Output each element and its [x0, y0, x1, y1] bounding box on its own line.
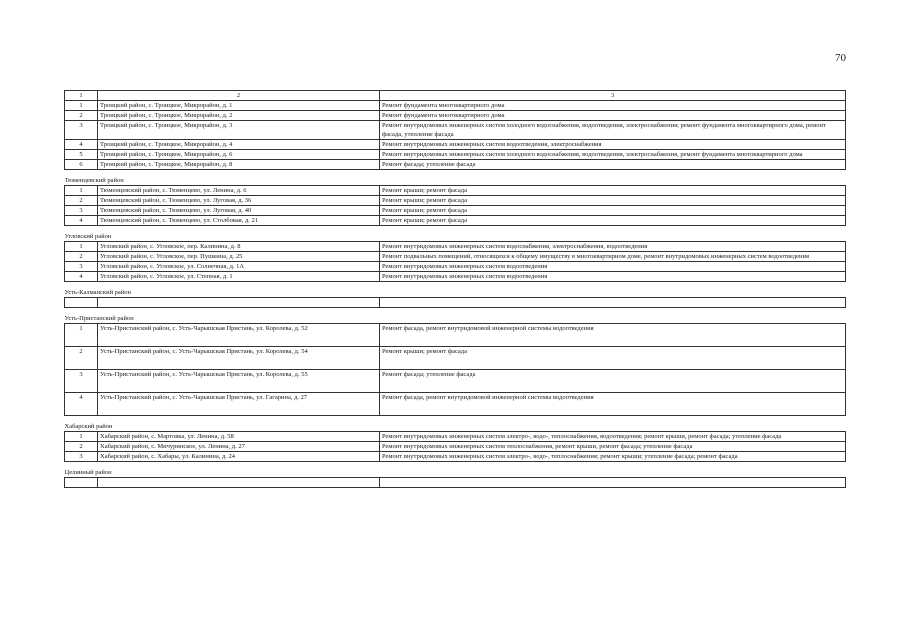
empty-cell [380, 298, 846, 308]
row-address: Троицкий район, с. Троицкое, Микрорайон, д. 1 [98, 101, 380, 111]
table-row [65, 140, 846, 150]
district-title: Тюменцевский район [65, 170, 846, 186]
row-work-type: Ремонт фасада; утепление фасада [380, 160, 846, 170]
district-title: Усть-Пристанский район [65, 308, 846, 324]
row-address: Хабарский район, с. Мартовка, ул. Ленина, д. 58 [98, 432, 380, 442]
table-row [65, 121, 846, 140]
row-work-type: Ремонт внутридомовых инженерных систем холодного водоснабжения, водоотведения, электроснабжения, ремонт фундамента многоквартирного дома [380, 150, 846, 160]
row-number: 4 [65, 393, 98, 416]
row-number: 5 [65, 150, 98, 160]
district-header-row [65, 282, 846, 298]
table-row [65, 111, 846, 121]
table-header-row [65, 91, 846, 101]
row-address: Троицкий район, с. Троицкое, Микрорайон, д. 2 [98, 111, 380, 121]
row-number: 3 [65, 262, 98, 272]
row-address: Троицкий район, с. Троицкое, Микрорайон, д. 6 [98, 150, 380, 160]
table-row [65, 272, 846, 282]
row-address: Троицкий район, с. Троицкое, Микрорайон, д. 4 [98, 140, 380, 150]
empty-row [65, 298, 846, 308]
empty-cell [98, 298, 380, 308]
row-work-type: Ремонт крыши; ремонт фасада [380, 216, 846, 226]
row-number: 1 [65, 101, 98, 111]
table-row [65, 393, 846, 416]
row-work-type: Ремонт крыши; ремонт фасада [380, 206, 846, 216]
row-number: 3 [65, 370, 98, 393]
district-header-row [65, 462, 846, 478]
row-number: 4 [65, 272, 98, 282]
row-work-type: Ремонт внутридомовых инженерных систем электро-, водо-, теплоснабжения, водоотведения; ремонт крыши, ремонт фасада; утепление фасада [380, 432, 846, 442]
row-address: Усть-Пристанский район, с. Усть-Чарышская Пристань, ул. Королева, д. 55 [98, 370, 380, 393]
row-number: 3 [65, 452, 98, 462]
row-number: 2 [65, 442, 98, 452]
page-number: 70 [835, 52, 846, 64]
table-row [65, 216, 846, 226]
district-title: Угловский район [65, 226, 846, 242]
row-address: Угловский район, с. Угловское, пер. Калинина, д. 8 [98, 242, 380, 252]
row-number: 2 [65, 252, 98, 262]
table-row [65, 101, 846, 111]
row-work-type: Ремонт крыши; ремонт фасада [380, 186, 846, 196]
row-address: Угловский район, с. Угловское, пер. Пушкина, д. 25 [98, 252, 380, 262]
row-address: Хабарский район, с. Хабары, ул. Калинина, д. 24 [98, 452, 380, 462]
district-header-row [65, 226, 846, 242]
row-address: Усть-Пристанский район, с. Усть-Чарышская Пристань, ул. Королева, д. 54 [98, 347, 380, 370]
district-title: Целинный район [65, 462, 846, 478]
district-header-row [65, 170, 846, 186]
row-work-type: Ремонт внутридомовых инженерных систем теплоснабжения, ремонт крыши, ремонт фасада; утепление фасада [380, 442, 846, 452]
row-address: Усть-Пристанский район, с. Усть-Чарышская Пристань, ул. Гагарина, д. 27 [98, 393, 380, 416]
row-address: Угловский район, с. Угловское, ул. Солнечная, д. 1А [98, 262, 380, 272]
empty-cell [380, 478, 846, 488]
row-number: 1 [65, 242, 98, 252]
table-row [65, 206, 846, 216]
row-address: Тюменцевский район, с. Тюменцево, ул. Луговая, д. 40 [98, 206, 380, 216]
table-row [65, 186, 846, 196]
header-col-2: 2 [98, 91, 380, 101]
district-header-row [65, 308, 846, 324]
row-address: Хабарский район, с. Мичуринское, ул. Ленина, д. 27 [98, 442, 380, 452]
table-row [65, 452, 846, 462]
row-address: Тюменцевский район, с. Тюменцево, ул. Луговая, д. 36 [98, 196, 380, 206]
row-address: Тюменцевский район, с. Тюменцево, ул. Столбовая, д. 21 [98, 216, 380, 226]
row-number: 2 [65, 347, 98, 370]
table-row [65, 196, 846, 206]
table-row [65, 370, 846, 393]
empty-cell [98, 478, 380, 488]
row-number: 4 [65, 140, 98, 150]
table-row [65, 252, 846, 262]
row-work-type: Ремонт внутридомовых инженерных систем водоотведения [380, 262, 846, 272]
table-row [65, 432, 846, 442]
row-work-type: Ремонт фасада, ремонт внутридомовой инженерной системы водоотведения [380, 393, 846, 416]
table-row [65, 324, 846, 347]
row-number: 4 [65, 216, 98, 226]
row-work-type: Ремонт внутридомовых инженерных систем водоснабжения, электроснабжения, водоотведения [380, 242, 846, 252]
row-work-type: Ремонт подвальных помещений, относящихся к общему имуществу в многоквартирном доме, ремонт внутридомовых инженерных систем водоотведения [380, 252, 846, 262]
row-work-type: Ремонт внутридомовых инженерных систем холодного водоснабжения, водоотведения, электроснабжения; ремонт фундамента многоквартирного дома, ремонт фасада, утепление фасада [380, 121, 846, 140]
header-col-1: 1 [65, 91, 98, 101]
row-address: Угловский район, с. Угловское, ул. Степная, д. 1 [98, 272, 380, 282]
row-number: 2 [65, 196, 98, 206]
table-row [65, 262, 846, 272]
row-number: 1 [65, 324, 98, 347]
row-number: 3 [65, 121, 98, 140]
row-number: 3 [65, 206, 98, 216]
district-title: Усть-Калманский район [65, 282, 846, 298]
table-row [65, 442, 846, 452]
repair-table [64, 90, 846, 488]
row-work-type: Ремонт внутридомовых инженерных систем электро-, водо-, теплоснабжения; ремонт крыши; утепление фасада; ремонт фасада [380, 452, 846, 462]
row-address: Троицкий район, с. Троицкое, Микрорайон, д. 3 [98, 121, 380, 140]
row-work-type: Ремонт фундамента многоквартирного дома [380, 101, 846, 111]
table-row [65, 160, 846, 170]
row-address: Тюменцевский район, с. Тюменцево, ул. Ленина, д. 6 [98, 186, 380, 196]
table-row [65, 242, 846, 252]
row-work-type: Ремонт фундамента многоквартирного дома [380, 111, 846, 121]
header-col-3: 3 [380, 91, 846, 101]
district-title: Хабарский район [65, 416, 846, 432]
row-number: 1 [65, 186, 98, 196]
row-work-type: Ремонт фасада, ремонт внутридомовой инженерной системы водоотведения [380, 324, 846, 347]
empty-cell [65, 478, 98, 488]
row-number: 1 [65, 432, 98, 442]
row-work-type: Ремонт крыши; ремонт фасада [380, 196, 846, 206]
empty-row [65, 478, 846, 488]
empty-cell [65, 298, 98, 308]
row-number: 2 [65, 111, 98, 121]
table-row [65, 347, 846, 370]
district-header-row [65, 416, 846, 432]
row-work-type: Ремонт внутридомовых инженерных систем водоотведения, электроснабжения [380, 140, 846, 150]
row-number: 6 [65, 160, 98, 170]
table-row [65, 150, 846, 160]
row-work-type: Ремонт крыши; ремонт фасада [380, 347, 846, 370]
row-address: Усть-Пристанский район, с. Усть-Чарышская Пристань, ул. Королева, д. 52 [98, 324, 380, 347]
row-address: Троицкий район, с. Троицкое, Микрорайон, д. 8 [98, 160, 380, 170]
row-work-type: Ремонт внутридомовых инженерных систем водоотведения [380, 272, 846, 282]
row-work-type: Ремонт фасада; утепление фасада [380, 370, 846, 393]
